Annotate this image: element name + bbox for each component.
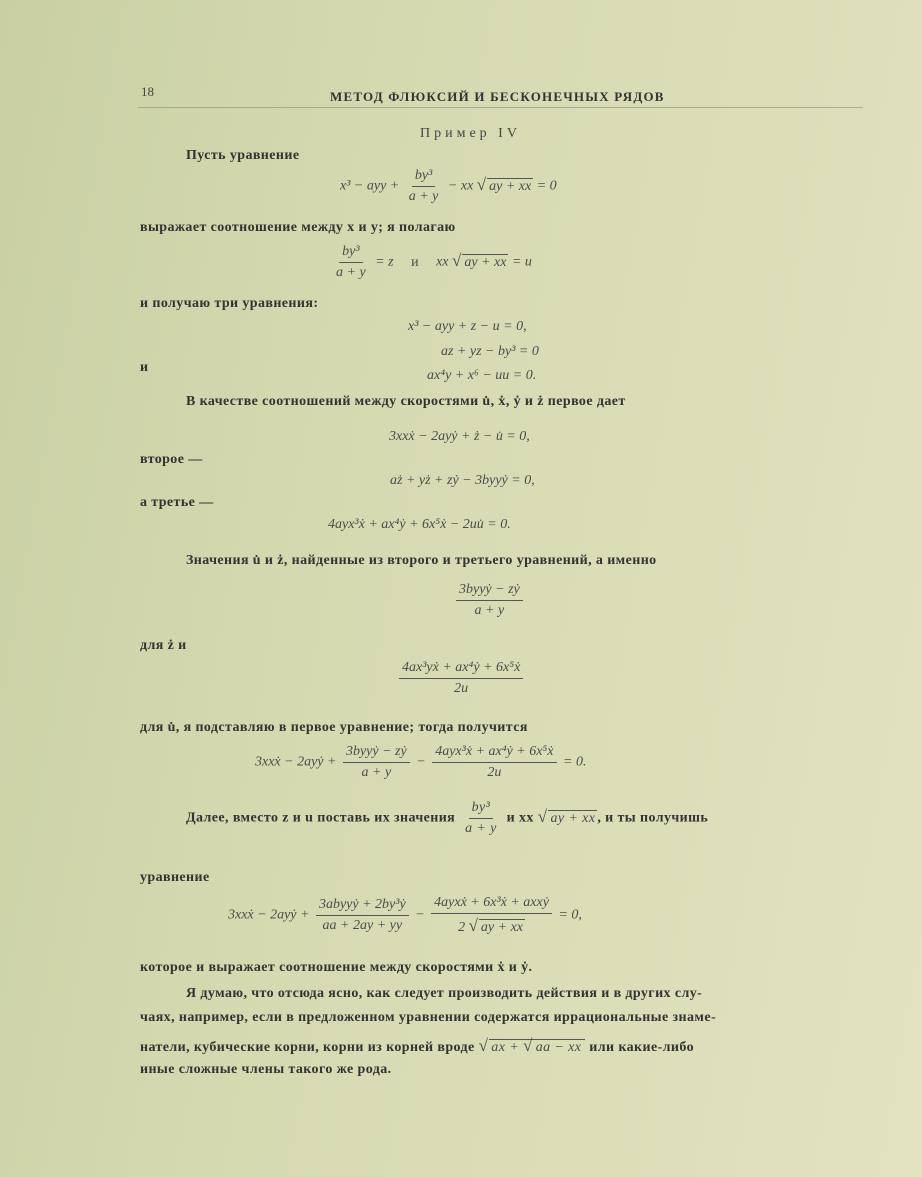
paragraph-intro: Пусть уравнение: [186, 148, 300, 163]
eq11-operator: −: [415, 907, 425, 923]
eq9-left: 3xxẋ − 2ayẏ +: [255, 754, 337, 770]
p10-fraction: [462, 800, 500, 837]
eq7-fraction: [456, 582, 523, 619]
p10-numerator: by³: [469, 800, 494, 819]
section-title: Пример IV: [420, 126, 521, 141]
eq9-f2-denominator: 2u: [487, 765, 502, 780]
equation-6: 4ayx³ẋ + ax⁴ẏ + 6x⁵ẋ − 2uu̇ = 0.: [328, 517, 511, 532]
radical-icon: √: [476, 174, 487, 194]
paragraph-8: для ż и: [140, 638, 187, 653]
eq11-f1-numerator: 3abyyẏ + 2by³ẏ: [316, 897, 409, 916]
eq11-right: = 0,: [558, 907, 582, 923]
eq8-denominator: 2u: [454, 681, 469, 696]
eq7-numerator: 3byyẏ − zẏ: [456, 582, 523, 601]
radical-icon: √: [452, 250, 462, 270]
radical-icon: √: [468, 916, 478, 935]
eq11-f2-den-coefficient: 2: [458, 920, 466, 935]
radical-icon: √: [478, 1036, 489, 1055]
eq1-denominator: a + y: [408, 189, 439, 204]
eq11-f1-denominator: aa + 2ay + yy: [322, 918, 403, 933]
eq2-radicand: ay + xx: [464, 254, 507, 270]
eq11-fraction-2: [431, 895, 552, 936]
eq11-f2-numerator: 4ayxẋ + 6x³ẋ + axxẏ: [431, 895, 552, 914]
eq2-left2: xx: [436, 254, 449, 270]
paragraph-9: для u̇, я подставляю в первое уравнение; тогда получится: [140, 720, 528, 735]
eq9-f2-numerator: 4ayx³ẋ + ax⁴ẏ + 6x⁵ẋ: [432, 744, 556, 763]
paragraph-6: а третье —: [140, 495, 214, 510]
paragraph-4: В качестве соотношений между скоростями u̇, ẋ, ẏ и ż первое дает: [186, 394, 626, 409]
p10-text-b: и xx: [506, 810, 534, 826]
equation-5: aż + yż + zẏ − 3byyẏ = 0,: [390, 473, 535, 488]
header-rule: [138, 107, 863, 108]
paragraph-13-line-4: иные сложные члены такого же рода.: [140, 1062, 392, 1077]
equation-2: [330, 244, 532, 281]
paragraph-3: и получаю три уравнения:: [140, 296, 319, 311]
p13-text-b: или какие-либо: [589, 1040, 694, 1055]
eq1-right: = 0: [536, 178, 557, 194]
conjunction-and: и: [140, 360, 149, 375]
paragraph-10: [186, 800, 708, 837]
eq1-radicand: ay + xx: [489, 178, 532, 194]
equation-3b: az + yz − by³ = 0: [441, 344, 539, 359]
p13-radicand-2: aa − xx: [535, 1040, 582, 1055]
eq9-fraction-1: [343, 744, 410, 781]
eq2-fraction: [333, 244, 369, 281]
eq9-fraction-2: [432, 744, 556, 781]
eq11-f2-denominator: [455, 914, 528, 936]
running-title: МЕТОД ФЛЮКСИЙ И БЕСКОНЕЧНЫХ РЯДОВ: [330, 89, 665, 104]
paragraph-13-line-1: Я думаю, что отсюда ясно, как следует производить действия и в других слу-: [186, 986, 703, 1001]
eq11-left: 3xxẋ − 2ayẏ +: [228, 907, 310, 923]
paragraph-13-line-2: чаях, например, если в предложенном уравнении содержатся иррациональные знаме-: [140, 1010, 717, 1025]
page-number: 18: [141, 84, 154, 99]
paragraph-5: второе —: [140, 452, 203, 467]
eq2-conjunction: и: [411, 254, 419, 270]
p10-radicand: ay + xx: [550, 810, 596, 826]
radical-icon: √: [537, 806, 548, 826]
paragraph-13-line-3: [140, 1036, 694, 1056]
paragraph-7: Значения u̇ и ż, найденные из второго и третьего уравнений, а именно: [186, 553, 657, 568]
eq9-right: = 0.: [563, 754, 587, 770]
equation-11: [228, 895, 582, 936]
equation-9: [255, 744, 586, 781]
p13-outer-radicand: [489, 1036, 585, 1055]
eq9-f1-denominator: a + y: [361, 765, 392, 780]
eq1-fraction: [406, 168, 442, 205]
equation-3c: ax⁴y + x⁶ − uu = 0.: [427, 368, 537, 383]
p10-denominator: a + y: [465, 821, 497, 836]
eq9-f1-numerator: 3byyẏ − zẏ: [343, 744, 410, 763]
p13-text-a: натели, кубические корни, корни из корней вроде: [140, 1040, 475, 1055]
paragraph-2: выражает соотношение между x и y; я полагаю: [140, 220, 456, 235]
p10-text-a: Далее, вместо z и u поставь их значения: [186, 810, 456, 826]
equation-4: 3xxẋ − 2ayẏ + ż − u̇ = 0,: [389, 429, 530, 444]
p13-nested-root: [478, 1036, 586, 1055]
eq2-denominator: a + y: [336, 265, 366, 280]
eq8-fraction: [399, 660, 523, 697]
eq2-eq-z: = z: [375, 254, 394, 270]
eq1-mid: − xx: [447, 178, 474, 194]
paragraph-11: уравнение: [140, 870, 210, 885]
equation-1: [340, 168, 557, 205]
eq11-f2-radicand: ay + xx: [480, 920, 524, 935]
equation-7: [453, 582, 526, 619]
eq7-denominator: a + y: [474, 603, 505, 618]
equation-3a: x³ − ayy + z − u = 0,: [408, 319, 527, 334]
eq8-numerator: 4ax³yẋ + ax⁴ẏ + 6x⁵ẋ: [399, 660, 523, 679]
eq2-right: = u: [511, 254, 532, 270]
eq2-numerator: by³: [339, 244, 362, 263]
eq1-left: x³ − ayy +: [340, 178, 400, 194]
eq9-operator: −: [416, 754, 426, 770]
p10-root: [537, 806, 598, 826]
p10-text-c: , и ты получишь: [597, 810, 709, 826]
eq11-fraction-1: [316, 897, 409, 934]
eq1-numerator: by³: [412, 168, 435, 187]
p13-radicand-1: ax +: [491, 1040, 520, 1055]
equation-8: [396, 660, 526, 697]
radical-icon: √: [522, 1036, 533, 1055]
paragraph-12: которое и выражает соотношение между скоростями ẋ и ẏ.: [140, 960, 533, 975]
